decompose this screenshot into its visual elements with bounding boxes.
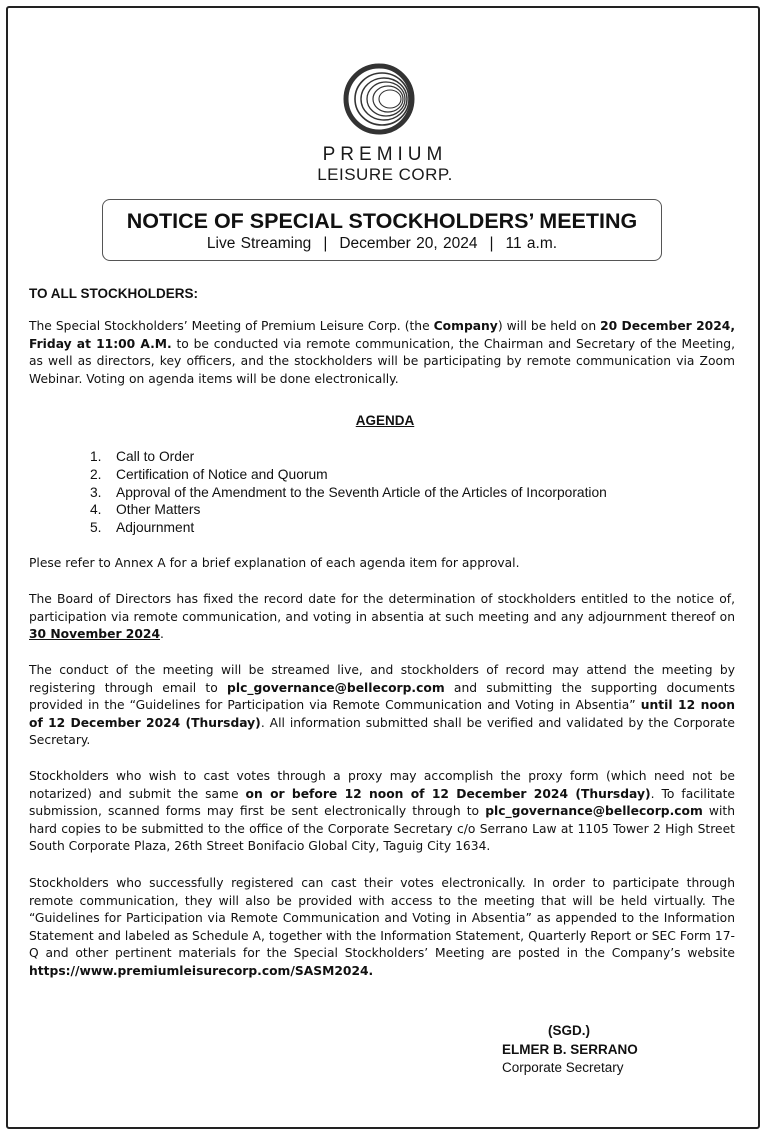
separator: | [323, 235, 328, 252]
company-term: Company [433, 319, 498, 333]
proxy-deadline: on or before 12 noon of 12 December 2024 (Thursday) [245, 786, 651, 801]
brand-line-1: PREMIUM [322, 144, 448, 165]
paragraph-electronic-voting [29, 875, 735, 980]
registration-deadline: until 12 noon of 12 December 2024 (Thursday) [29, 698, 735, 730]
signatory-title: Corporate Secretary [502, 1060, 624, 1075]
list-item [90, 466, 607, 484]
notice-title: NOTICE OF SPECIAL STOCKHOLDERS’ MEETING [126, 209, 638, 233]
list-item [90, 448, 607, 466]
list-item [90, 484, 607, 502]
brand-line-2: LEISURE CORP. [317, 165, 453, 184]
text: Stockholders who successfully registered can cast their votes electronically. In order to participate through remote communication, they will also be provided with access to the meeting that will be held virtually. The “Guidelines for Participation via Remote Communication and Voting in Absentia” as appended to the Information Statement and labeled as Schedule A, together with the Information Statement, Quarterly Report or SEC Form 17-Q and other pertinent materials for the Special Stockholders’ Meeting are posted in the Company’s website [29, 876, 735, 960]
agenda-heading: AGENDA [355, 413, 415, 428]
item-number: 1. [90, 449, 102, 464]
text: . To facilitate submission, scanned forms may first be sent electronically through to [29, 786, 735, 818]
governance-email: plc_governance@bellecorp.com [485, 804, 703, 818]
governance-email: plc_governance@bellecorp.com [227, 680, 445, 695]
meeting-mode: Live Streaming [206, 235, 312, 252]
item-number: 4. [90, 502, 102, 518]
text: The Special Stockholders’ Meeting of Premium Leisure Corp. (the [29, 319, 434, 333]
text: ) will be held on [497, 319, 601, 333]
signed-mark: (SGD.) [548, 1023, 590, 1038]
item-label: Adjournment [116, 520, 195, 536]
text: to be conducted via remote communication, the Chairman and Secretary of the Meeting, as well as directors, key officers, and the stockholders will be participating by remote communication via Zoom Webinar. Voting on agenda items will be done electronically. [29, 336, 735, 386]
paragraph-annex: Plese refer to Annex A for a brief explanation of each agenda item for approval. [29, 556, 520, 570]
meeting-date: December 20, 2024 [339, 235, 478, 252]
list-item [90, 501, 607, 519]
paragraph-meeting-details [29, 318, 735, 388]
item-label: Other Matters [116, 502, 201, 518]
item-number: 3. [90, 484, 102, 500]
text: and submitting the supporting documents provided in the “Guidelines for Participation via Remote Communication and Voting in Absentia” [29, 680, 735, 712]
paragraph-registration [29, 662, 735, 750]
greeting: TO ALL STOCKHOLDERS: [29, 286, 199, 301]
item-label: Call to Order [116, 449, 195, 464]
item-label: Approval of the Amendment to the Seventh Article of the Articles of Incorporation [116, 484, 607, 500]
paragraph-record-date [29, 591, 735, 644]
signatory-name: ELMER B. SERRANO [502, 1042, 638, 1057]
item-label: Certification of Notice and Quorum [116, 466, 328, 482]
paragraph-proxy [29, 768, 735, 856]
company-website: https://www.premiumleisurecorp.com/SASM2024. [29, 963, 374, 978]
list-item [90, 519, 607, 537]
text: with hard copies to be submitted to the office of the Corporate Secretary c/o Serrano Law at 1105 Tower 2 High Street South Corporate Plaza, 26th Street Bonifacio Global City, Taguig City 1634. [29, 804, 735, 853]
meeting-time: 11 a.m. [505, 235, 558, 252]
text: Stockholders who wish to cast votes through a proxy may accomplish the proxy form (which need not be notarized) and submit the same [29, 769, 735, 801]
text: . All information submitted shall be verified and validated by the Corporate Secretary. [29, 715, 736, 747]
agenda-list [90, 448, 607, 537]
item-number: 5. [90, 520, 102, 536]
text: . [160, 627, 164, 641]
concentric-rings-logo-icon [343, 63, 415, 139]
record-date: 30 November 2024 [29, 627, 161, 641]
meeting-datetime: 20 December 2024, Friday at 11:00 A.M. [29, 319, 735, 351]
separator: | [489, 235, 494, 252]
text: The conduct of the meeting will be streamed live, and stockholders of record may attend the meeting by registering through email to [29, 663, 735, 695]
item-number: 2. [90, 466, 102, 482]
text: The Board of Directors has fixed the record date for the determination of stockholders entitled to the notice of, participation via remote communication, and voting in absentia at such meeting and any adjournment thereof on [29, 592, 735, 624]
notice-subtitle [103, 234, 661, 254]
notice-title-box [102, 199, 662, 261]
